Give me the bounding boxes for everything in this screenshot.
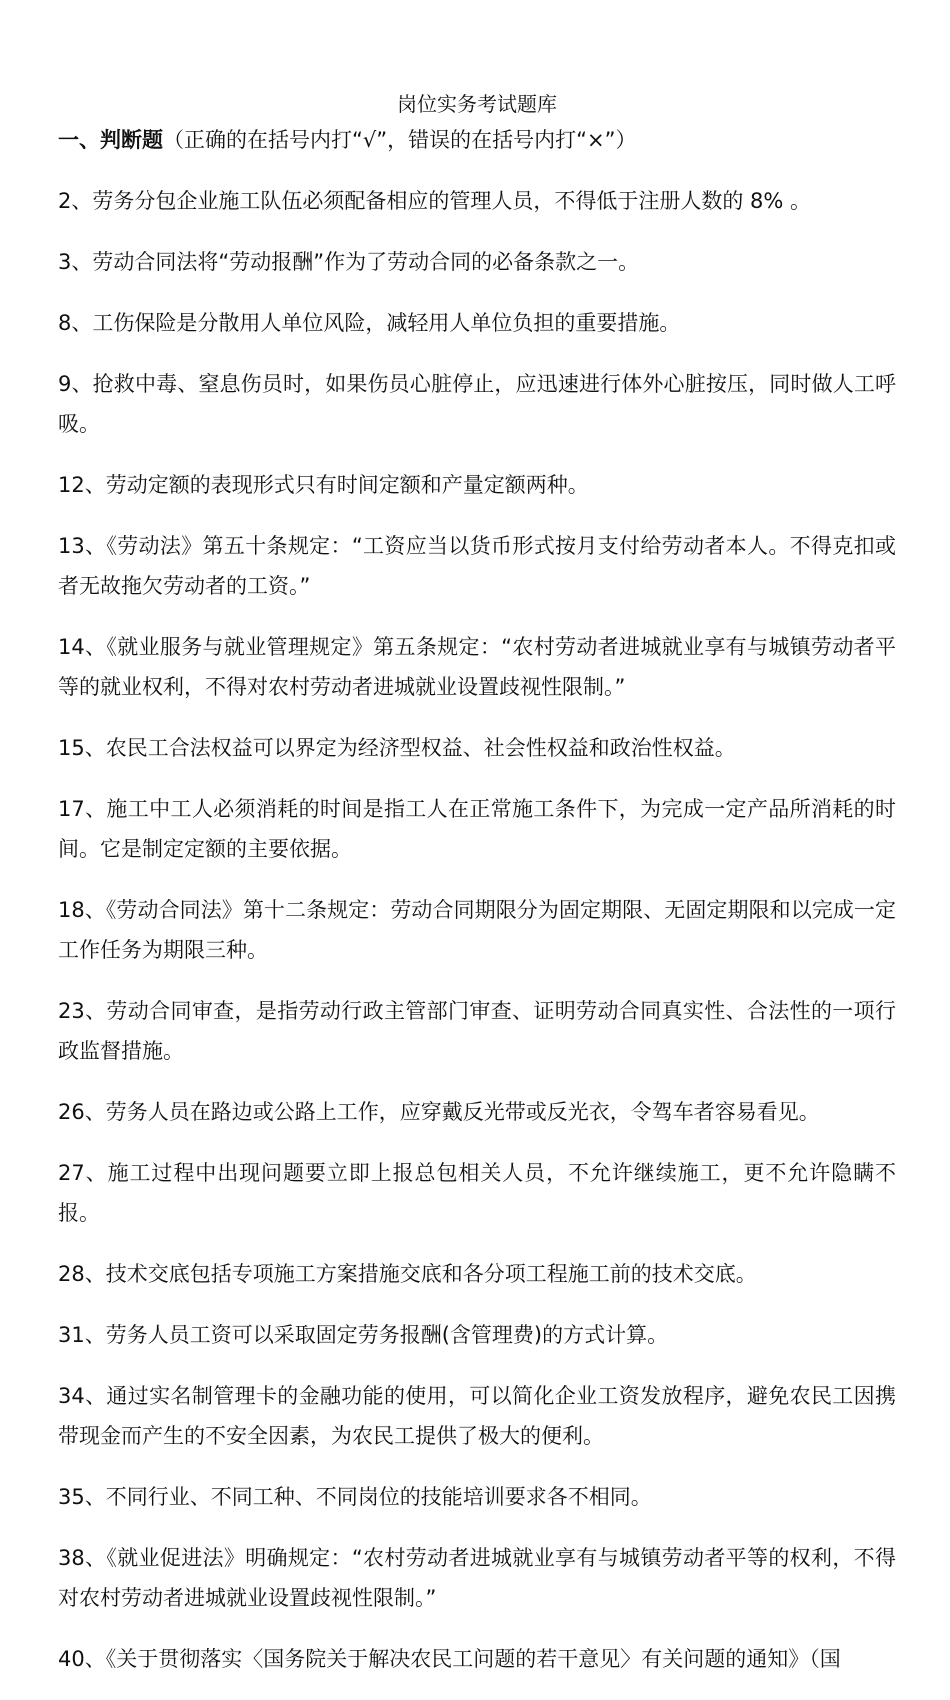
question-item: 31、劳务人员工资可以采取固定劳务报酬(含管理费)的方式计算。: [58, 1323, 669, 1347]
question-item: 27、施工过程中出现问题要立即上报总包相关人员，不允许继续施工，更不允许隐瞒不报。: [58, 1161, 896, 1225]
question-item: 2、劳务分包企业施工队伍必须配备相应的管理人员，不得低于注册人数的 8% 。: [58, 189, 812, 213]
question-item: 26、劳务人员在路边或公路上工作，应穿戴反光带或反光衣，令驾车者容易看见。: [58, 1100, 820, 1124]
section-heading: [58, 120, 896, 160]
question-item: 3、劳动合同法将“劳动报酬”作为了劳动合同的必备条款之一。: [58, 250, 640, 274]
question-item: 28、技术交底包括专项施工方案措施交底和各分项工程施工前的技术交底。: [58, 1262, 757, 1286]
question-item: 14、《就业服务与就业管理规定》第五条规定：“农村劳动者进城就业享有与城镇劳动者平等的就业权利，不得对农村劳动者进城就业设置歧视性限制。”: [58, 635, 896, 699]
question-item: 9、抢救中毒、窒息伤员时，如果伤员心脏停止，应迅速进行体外心脏按压，同时做人工呼吸。: [58, 372, 896, 436]
question-item: 8、工伤保险是分散用人单位风险，减轻用人单位负担的重要措施。: [58, 311, 681, 335]
question-item: 35、不同行业、不同工种、不同岗位的技能培训要求各不相同。: [58, 1485, 652, 1509]
question-item: 17、施工中工人必须消耗的时间是指工人在正常施工条件下，为完成一定产品所消耗的时间。它是制定定额的主要依据。: [58, 797, 896, 861]
document-page: [58, 88, 896, 1700]
section-heading-label: 一、判断题: [58, 128, 163, 152]
question-list: [58, 181, 896, 1679]
question-item: 13、《劳动法》第五十条规定：“工资应当以货币形式按月支付给劳动者本人。不得克扣或者无故拖欠劳动者的工资。”: [58, 534, 896, 598]
question-item: 40、《关于贯彻落实〈国务院关于解决农民工问题的若干意见〉有关问题的通知》（国: [58, 1647, 841, 1671]
question-item: 18、《劳动合同法》第十二条规定：劳动合同期限分为固定期限、无固定期限和以完成一定工作任务为期限三种。: [58, 898, 896, 962]
question-item: 34、通过实名制管理卡的金融功能的使用，可以简化企业工资发放程序，避免农民工因携带现金而产生的不安全因素，为农民工提供了极大的便利。: [58, 1384, 896, 1448]
question-item: 12、劳动定额的表现形式只有时间定额和产量定额两种。: [58, 473, 589, 497]
question-item: 23、劳动合同审查，是指劳动行政主管部门审查、证明劳动合同真实性、合法性的一项行政监督措施。: [58, 999, 896, 1063]
question-item: 38、《就业促进法》明确规定：“农村劳动者进城就业享有与城镇劳动者平等的权利，不得对农村劳动者进城就业设置歧视性限制。”: [58, 1546, 896, 1610]
section-heading-note: （正确的在括号内打“√”，错误的在括号内打“×”）: [163, 128, 637, 152]
document-title: 岗位实务考试题库: [397, 92, 557, 116]
question-item: 15、农民工合法权益可以界定为经济型权益、社会性权益和政治性权益。: [58, 736, 736, 760]
